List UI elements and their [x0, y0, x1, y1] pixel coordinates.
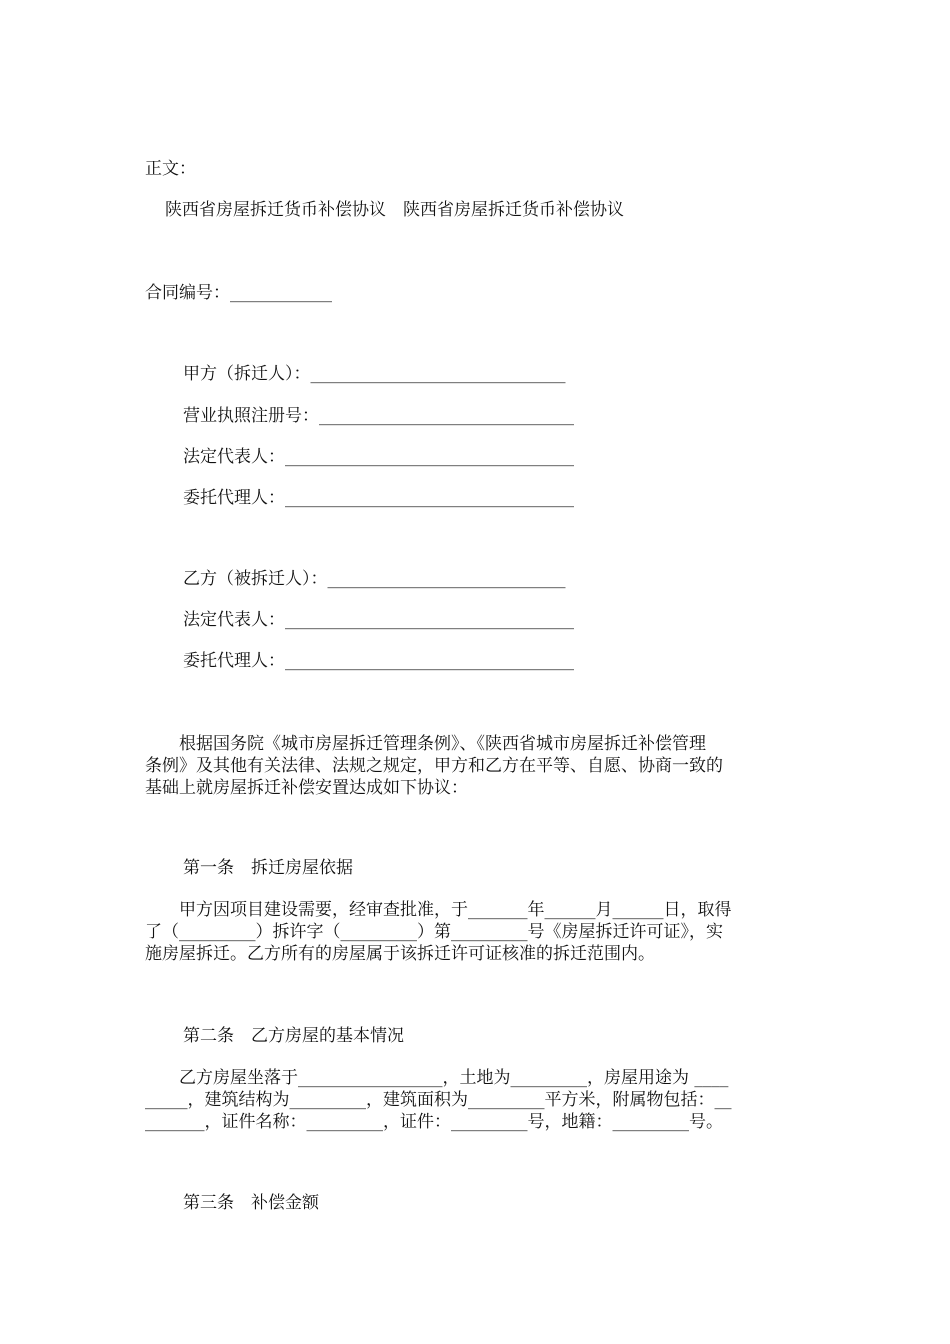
article-1-line-2: 了（_________）拆许字（_________）第_________号《房屋拆迁许可证》，实 — [145, 922, 723, 942]
party-a-agent-field: 委托代理人：__________________________________ — [183, 488, 574, 508]
article-2-line-1: 乙方房屋坐落于_________________，土地为_________，房屋用途为 ____ — [145, 1068, 729, 1088]
preamble-line-1: 根据国务院《城市房屋拆迁管理条例》、《陕西省城市房屋拆迁补偿管理 — [145, 734, 706, 754]
article-1-heading: 第一条 拆迁房屋依据 — [183, 858, 353, 878]
party-b-name-field: 乙方（被拆迁人）：____________________________ — [183, 569, 566, 589]
party-b-legal-rep-field: 法定代表人：__________________________________ — [183, 610, 574, 630]
preamble-line-2: 条例》及其他有关法律、法规之规定，甲方和乙方在平等、自愿、协商一致的 — [145, 756, 723, 776]
body-label: 正文： — [145, 159, 196, 179]
document-title: 陕西省房屋拆迁货币补偿协议 陕西省房屋拆迁货币补偿协议 — [165, 200, 624, 220]
party-a-license-field: 营业执照注册号：______________________________ — [183, 406, 574, 426]
article-3-heading: 第三条 补偿金额 — [183, 1193, 319, 1213]
article-2-line-3: _______，证件名称：_________，证件：_________号，地籍：_________号。 — [145, 1112, 723, 1132]
contract-number-field: 合同编号：____________ — [145, 283, 332, 303]
article-1-line-1: 甲方因项目建设需要，经审查批准，于_______年______月______日，取得 — [145, 900, 732, 920]
article-2-heading: 第二条 乙方房屋的基本情况 — [183, 1026, 404, 1046]
article-1-line-3: 施房屋拆迁。乙方所有的房屋属于该拆迁许可证核准的拆迁范围内。 — [145, 944, 655, 964]
party-a-name-field: 甲方（拆迁人）：______________________________ — [183, 364, 566, 384]
article-2-line-2: _____，建筑结构为_________，建筑面积为_________平方米，附属物包括：__ — [145, 1090, 732, 1110]
preamble-line-3: 基础上就房屋拆迁补偿安置达成如下协议： — [145, 778, 468, 798]
party-a-legal-rep-field: 法定代表人：__________________________________ — [183, 447, 574, 467]
party-b-agent-field: 委托代理人：__________________________________ — [183, 651, 574, 671]
